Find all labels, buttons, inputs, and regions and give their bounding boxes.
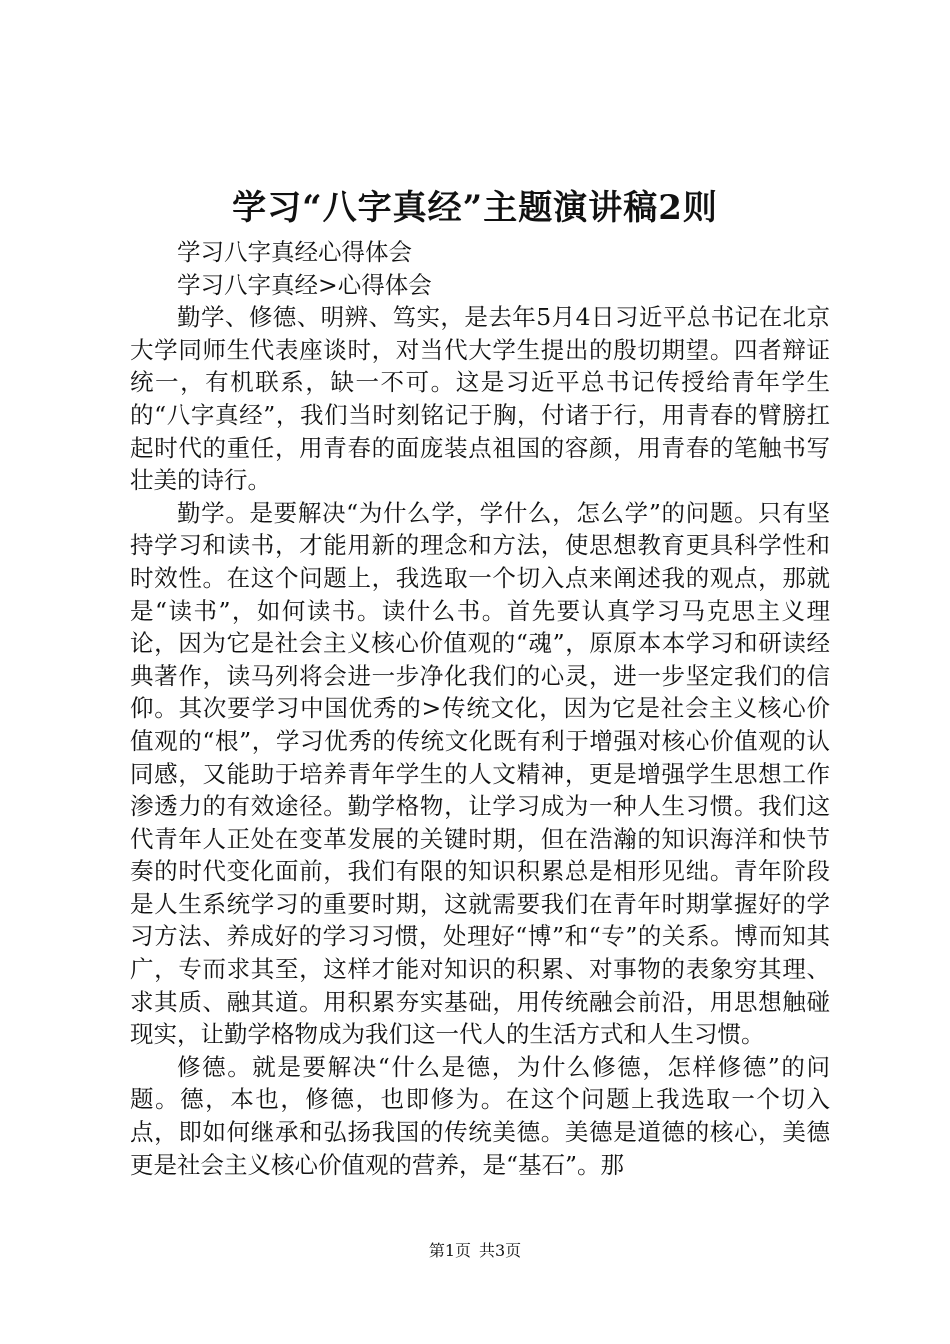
paragraph-intro: 勤学、修德、明辨、笃实，是去年5月4日习近平总书记在北京大学同师生代表座谈时，对当代大学生提出的殷切期望。四者辩证统一，有机联系，缺一不可。这是习近平总书记传授给青年学生的“八字真经”，我们当时刻铭记于胸，付诸于行，用青春的臂膀扛起时代的重任，用青春的面庞装点祖国的容颜，用青春的笔触书写壮美的诗行。: [130, 303, 830, 495]
document-body: [130, 236, 830, 1181]
paragraph-qinxue: 勤学。是要解决“为什么学，学什么，怎么学”的问题。只有坚持学习和读书，才能用新的理念和方法，使思想教育更具科学性和时效性。在这个问题上，我选取一个切入点来阐述我的观点，那就是“读书”，如何读书。读什么书。首先要认真学习马克思主义理论，因为它是社会主义核心价值观的“魂”，原原本本学习和研读经典著作，读马列将会进一步净化我们的心灵，进一步坚定我们的信仰。其次要学习中国优秀的>传统文化，因为它是社会主义核心价值观的“根”，学习优秀的传统文化既有利于增强对核心价值观的认同感，又能助于培养青年学生的人文精神，更是增强学生思想工作渗透力的有效途径。勤学格物，让学习成为一种人生习惯。我们这代青年人正处在变革发展的关键时期，但在浩瀚的知识海洋和快节奏的时代变化面前，我们有限的知识积累总是相形见绌。青年阶段是人生系统学习的重要时期，这就需要我们在青年时期掌握好的学习方法、养成好的学习习惯，处理好“博”和“专”的关系。博而知其广，专而求其至，这样才能对知识的积累、对事物的表象穷其理、求其质、融其道。用积累夯实基础，用传统融会前沿，用思想触碰现实，让勤学格物成为我们这一代人的生活方式和人生习惯。: [130, 498, 830, 1049]
paragraph-subtitle-2: 学习八字真经>心得体会: [177, 270, 432, 299]
page-total: 共3页: [479, 1241, 522, 1260]
page-footer: [0, 1240, 950, 1262]
page-number: 第1页: [428, 1241, 471, 1260]
paragraph-subtitle-1: 学习八字真经心得体会: [177, 238, 412, 266]
document-title: 学习“八字真经”主题演讲稿2则: [232, 188, 718, 228]
paragraph-xiude: 修德。就是要解决“什么是德，为什么修德，怎样修德”的问题。德，本也，修德，也即修为。在这个问题上我选取一个切入点，即如何继承和弘扬我国的传统美德。美德是道德的核心，美德更是社会主义核心价值观的营养，是“基石”。那: [130, 1052, 830, 1179]
